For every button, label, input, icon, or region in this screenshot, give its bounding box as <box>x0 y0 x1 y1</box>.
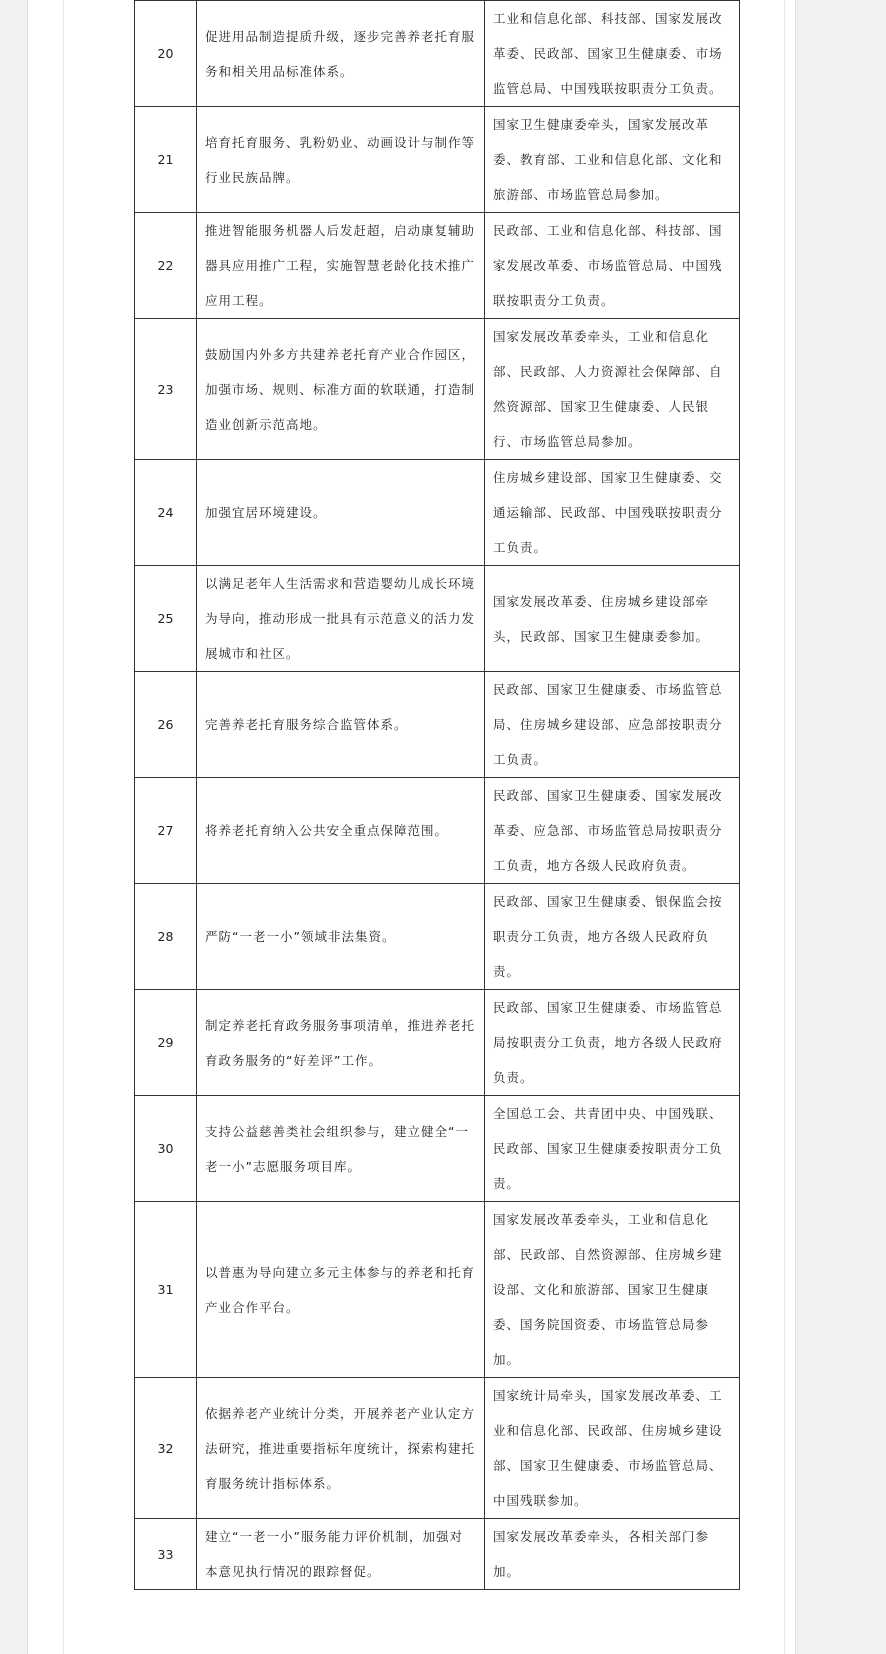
measure-cell: 依据养老产业统计分类，开展养老产业认定方法研究，推进重要指标年度统计，探索构建托育服务统计指标体系。 <box>197 1378 485 1519</box>
department-cell: 全国总工会、共青团中央、中国残联、民政部、国家卫生健康委按职责分工负责。 <box>485 1096 740 1202</box>
row-number: 22 <box>135 213 197 319</box>
row-number: 23 <box>135 319 197 460</box>
department-cell: 工业和信息化部、科技部、国家发展改革委、民政部、国家卫生健康委、市场监管总局、中国残联按职责分工负责。 <box>485 1 740 107</box>
measure-cell: 促进用品制造提质升级，逐步完善养老托育服务和相关用品标准体系。 <box>197 1 485 107</box>
measure-cell: 完善养老托育服务综合监管体系。 <box>197 672 485 778</box>
table-row <box>135 213 740 319</box>
department-cell: 民政部、国家卫生健康委、市场监管总局按职责分工负责，地方各级人民政府负责。 <box>485 990 740 1096</box>
row-number: 29 <box>135 990 197 1096</box>
department-cell: 国家发展改革委牵头，各相关部门参加。 <box>485 1519 740 1590</box>
row-number: 25 <box>135 566 197 672</box>
table-row <box>135 1519 740 1590</box>
row-number: 27 <box>135 778 197 884</box>
table-row <box>135 1096 740 1202</box>
table-row <box>135 566 740 672</box>
department-cell: 国家发展改革委牵头，工业和信息化部、民政部、自然资源部、住房城乡建设部、文化和旅游部、国家卫生健康委、国务院国资委、市场监管总局参加。 <box>485 1202 740 1378</box>
table-row <box>135 107 740 213</box>
table-row <box>135 319 740 460</box>
measure-cell: 严防“一老一小”领域非法集资。 <box>197 884 485 990</box>
row-number: 21 <box>135 107 197 213</box>
table-row <box>135 460 740 566</box>
row-number: 26 <box>135 672 197 778</box>
row-number: 32 <box>135 1378 197 1519</box>
row-number: 24 <box>135 460 197 566</box>
table-row <box>135 1202 740 1378</box>
department-cell: 民政部、国家卫生健康委、银保监会按职责分工负责，地方各级人民政府负责。 <box>485 884 740 990</box>
department-cell: 国家发展改革委牵头，工业和信息化部、民政部、人力资源社会保障部、自然资源部、国家卫生健康委、人民银行、市场监管总局参加。 <box>485 319 740 460</box>
page-margin-line <box>63 0 64 1654</box>
department-cell: 民政部、国家卫生健康委、国家发展改革委、应急部、市场监管总局按职责分工负责，地方各级人民政府负责。 <box>485 778 740 884</box>
table-row <box>135 1378 740 1519</box>
measure-cell: 建立“一老一小”服务能力评价机制，加强对本意见执行情况的跟踪督促。 <box>197 1519 485 1590</box>
measure-cell: 支持公益慈善类社会组织参与，建立健全“一老一小”志愿服务项目库。 <box>197 1096 485 1202</box>
table-row <box>135 778 740 884</box>
measure-cell: 以满足老年人生活需求和营造婴幼儿成长环境为导向，推动形成一批具有示范意义的活力发展城市和社区。 <box>197 566 485 672</box>
department-cell: 国家发展改革委、住房城乡建设部牵头，民政部、国家卫生健康委参加。 <box>485 566 740 672</box>
page-margin-line <box>784 0 785 1654</box>
department-cell: 国家卫生健康委牵头，国家发展改革委、教育部、工业和信息化部、文化和旅游部、市场监管总局参加。 <box>485 107 740 213</box>
table-row <box>135 884 740 990</box>
row-number: 20 <box>135 1 197 107</box>
measure-cell: 加强宜居环境建设。 <box>197 460 485 566</box>
table-row <box>135 990 740 1096</box>
row-number: 33 <box>135 1519 197 1590</box>
department-cell: 住房城乡建设部、国家卫生健康委、交通运输部、民政部、中国残联按职责分工负责。 <box>485 460 740 566</box>
table-row <box>135 1 740 107</box>
department-cell: 民政部、国家卫生健康委、市场监管总局、住房城乡建设部、应急部按职责分工负责。 <box>485 672 740 778</box>
row-number: 30 <box>135 1096 197 1202</box>
measure-cell: 鼓励国内外多方共建养老托育产业合作园区，加强市场、规则、标准方面的软联通，打造制造业创新示范高地。 <box>197 319 485 460</box>
table-row <box>135 672 740 778</box>
department-cell: 国家统计局牵头，国家发展改革委、工业和信息化部、民政部、住房城乡建设部、国家卫生健康委、市场监管总局、中国残联参加。 <box>485 1378 740 1519</box>
task-table <box>134 0 740 1590</box>
measure-cell: 制定养老托育政务服务事项清单，推进养老托育政务服务的“好差评”工作。 <box>197 990 485 1096</box>
measure-cell: 将养老托育纳入公共安全重点保障范围。 <box>197 778 485 884</box>
measure-cell: 推进智能服务机器人后发赶超，启动康复辅助器具应用推广工程，实施智慧老龄化技术推广应用工程。 <box>197 213 485 319</box>
measure-cell: 培育托育服务、乳粉奶业、动画设计与制作等行业民族品牌。 <box>197 107 485 213</box>
department-cell: 民政部、工业和信息化部、科技部、国家发展改革委、市场监管总局、中国残联按职责分工负责。 <box>485 213 740 319</box>
row-number: 28 <box>135 884 197 990</box>
measure-cell: 以普惠为导向建立多元主体参与的养老和托育产业合作平台。 <box>197 1202 485 1378</box>
row-number: 31 <box>135 1202 197 1378</box>
